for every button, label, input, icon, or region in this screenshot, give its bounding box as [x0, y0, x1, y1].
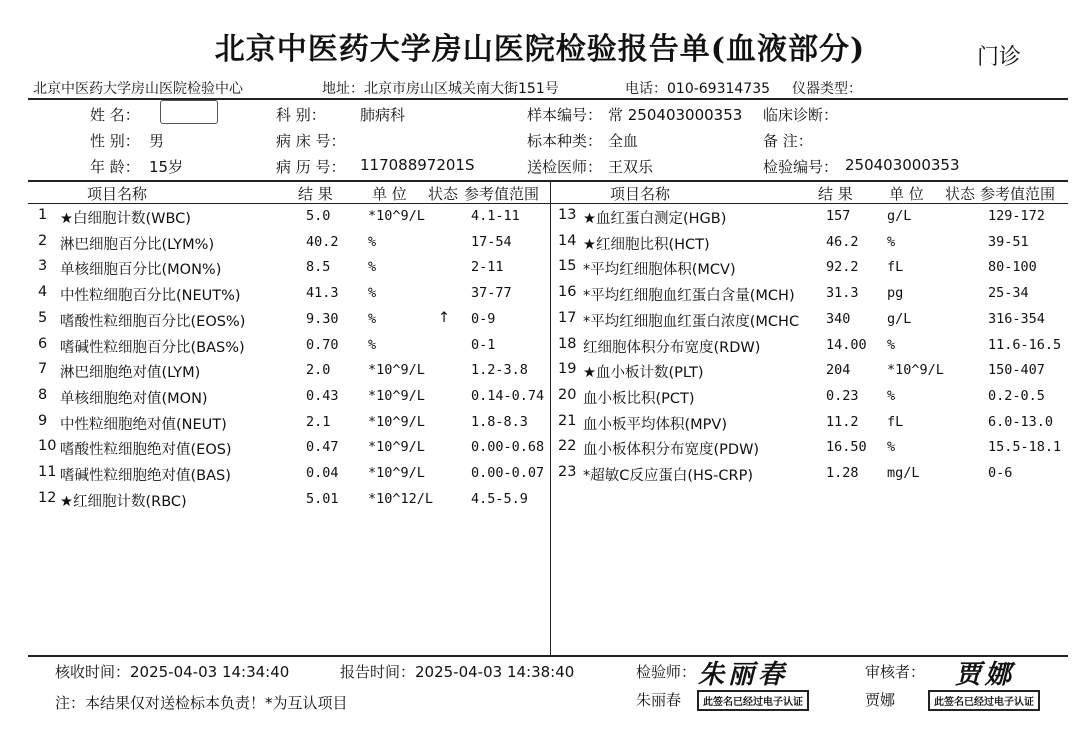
tester-label: 检验师：	[636, 663, 697, 681]
reviewer-name: 贾娜	[865, 691, 896, 709]
result-row-no: 23	[558, 464, 577, 480]
result-row-result: 2.1	[306, 413, 331, 430]
result-row-range: 17-54	[471, 233, 512, 250]
result-row-range: 15.5-18.1	[988, 439, 1062, 456]
result-row-unit: *10^9/L	[368, 413, 425, 430]
result-row-range: 0-1	[471, 336, 496, 353]
result-row-unit: fL	[887, 259, 904, 276]
result-row-result: 0.70	[306, 336, 339, 353]
result-row-no: 3	[38, 258, 48, 275]
result-row-no: 5	[38, 309, 48, 326]
result-row-no: 14	[558, 232, 577, 249]
col-item-right: 项目名称	[610, 185, 671, 203]
dept-label: 科 别：	[276, 106, 326, 124]
result-row-name: ★血小板计数(PLT)	[583, 365, 704, 382]
instrument-type: 仪器类型：	[792, 81, 862, 97]
result-row-no: 19	[558, 361, 577, 378]
doctor-value: 王双乐	[608, 158, 654, 176]
result-row-no: 21	[558, 412, 577, 429]
bed-label: 病 床 号：	[276, 132, 346, 150]
result-row-result: 1.28	[826, 465, 859, 481]
result-row-name: 中性粒细胞百分比(NEUT%)	[60, 288, 241, 305]
result-row-no: 1	[38, 207, 48, 223]
result-row-unit: *10^9/L	[887, 362, 944, 379]
result-row-no: 2	[38, 232, 48, 249]
result-row-unit: g/L	[887, 310, 912, 327]
result-row-unit: %	[368, 259, 377, 276]
remark-label: 备 注：	[763, 132, 813, 150]
result-row-status: ↑	[438, 309, 451, 326]
test-no-value: 250403000353	[845, 156, 960, 174]
result-row-no: 9	[38, 412, 48, 429]
result-row-name: *平均红细胞血红蛋白含量(MCH)	[583, 288, 795, 305]
result-row-result: 204	[826, 362, 851, 379]
result-row-name: 血小板平均体积(MPV)	[583, 416, 727, 433]
result-row-range: 1.8-8.3	[471, 413, 528, 430]
result-row-name: ★红细胞比积(HCT)	[583, 236, 710, 253]
result-row-result: 8.5	[306, 259, 331, 276]
header-divider	[28, 203, 1068, 204]
gender-label: 性 别：	[90, 132, 140, 150]
result-row-result: 340	[826, 310, 851, 327]
result-row-unit: mg/L	[887, 465, 920, 481]
result-row-range: 39-51	[988, 233, 1029, 250]
col-range-left: 参考值范围	[464, 185, 540, 203]
result-row-result: 46.2	[826, 233, 859, 250]
result-row-result: 16.50	[826, 439, 867, 456]
result-row-no: 7	[38, 361, 48, 378]
result-row-unit: %	[887, 336, 896, 353]
result-row-no: 12	[38, 489, 57, 506]
col-status-right: 状态	[945, 185, 976, 203]
col-unit-left: 单 位	[372, 185, 407, 203]
result-row-result: 0.04	[306, 465, 339, 481]
gender-value: 男	[149, 132, 165, 150]
result-row-unit: *10^12/L	[368, 490, 434, 507]
result-row-no: 4	[38, 284, 48, 301]
result-row-result: 14.00	[826, 336, 867, 353]
result-row-unit: pg	[887, 285, 904, 302]
result-row-unit: *10^9/L	[368, 439, 425, 456]
result-row-name: 血小板体积分布宽度(PDW)	[583, 442, 760, 459]
result-row-result: 31.3	[826, 285, 859, 302]
result-row-no: 8	[38, 386, 48, 403]
result-row-range: 11.6-16.5	[988, 336, 1062, 353]
result-row-name: 嗜碱性粒细胞百分比(BAS%)	[60, 339, 245, 356]
col-status-left: 状态	[428, 185, 459, 203]
result-row-range: 25-34	[988, 285, 1029, 302]
result-row-name: 血小板比积(PCT)	[583, 390, 695, 407]
result-row-unit: *10^9/L	[368, 208, 425, 224]
result-row-name: 嗜酸性粒细胞绝对值(EOS)	[60, 442, 232, 459]
result-row-name: *超敏C反应蛋白(HS-CRP)	[583, 468, 753, 484]
result-row-unit: %	[887, 233, 896, 250]
result-row-unit: %	[368, 336, 377, 353]
reviewer-label: 审核者：	[865, 663, 926, 681]
age-value: 15岁	[149, 158, 184, 176]
result-row-range: 80-100	[988, 259, 1037, 276]
result-row-result: 0.23	[826, 387, 859, 404]
dept-value: 肺病科	[360, 106, 406, 124]
result-row-result: 40.2	[306, 233, 339, 250]
result-row-range: 129-172	[988, 208, 1045, 224]
result-row-name: *平均红细胞血红蛋白浓度(MCHC	[583, 313, 800, 330]
center-divider	[550, 181, 551, 656]
diagnosis-label: 临床诊断：	[763, 106, 839, 124]
result-row-range: 4.5-5.9	[471, 490, 528, 507]
doctor-label: 送检医师：	[527, 158, 603, 176]
redacted-name-box	[160, 100, 218, 124]
result-row-unit: *10^9/L	[368, 387, 425, 404]
result-row-unit: g/L	[887, 208, 912, 224]
result-row-name: 红细胞体积分布宽度(RDW)	[583, 339, 761, 356]
result-row-unit: %	[368, 310, 377, 327]
result-row-no: 6	[38, 335, 48, 352]
result-row-range: 0-6	[988, 465, 1013, 481]
result-row-unit: %	[368, 285, 377, 302]
reviewer-e-auth-stamp: 此签名已经过电子认证	[928, 690, 1040, 711]
table-top-border	[28, 180, 1068, 182]
report-title: 北京中医药大学房山医院检验报告单(血液部分)	[214, 32, 866, 67]
result-row-name: *平均红细胞体积(MCV)	[583, 262, 736, 279]
result-row-result: 92.2	[826, 259, 859, 276]
result-row-name: ★血红蛋白测定(HGB)	[583, 211, 727, 227]
lab-address: 地址：北京市房山区城关南大街151号	[322, 81, 559, 97]
reviewer-signature: 贾娜	[955, 660, 1016, 690]
lab-center: 北京中医药大学房山医院检验中心	[33, 81, 243, 97]
result-row-unit: fL	[887, 413, 904, 430]
col-range-right: 参考值范围	[980, 185, 1056, 203]
result-row-no: 17	[558, 309, 577, 326]
result-row-result: 2.0	[306, 362, 331, 379]
result-row-unit: *10^9/L	[368, 465, 425, 481]
result-row-range: 2-11	[471, 259, 504, 276]
result-row-name: 单核细胞百分比(MON%)	[60, 262, 222, 279]
result-row-name: ★白细胞计数(WBC)	[60, 211, 191, 227]
result-row-result: 9.30	[306, 310, 339, 327]
result-row-no: 20	[558, 386, 577, 403]
result-row-result: 41.3	[306, 285, 339, 302]
col-result-left: 结 果	[298, 185, 333, 203]
tester-e-auth-stamp: 此签名已经过电子认证	[697, 690, 809, 711]
result-row-range: 4.1-11	[471, 208, 520, 224]
result-row-range: 316-354	[988, 310, 1045, 327]
table-bottom-border	[28, 655, 1068, 657]
result-row-range: 0.00-0.07	[471, 465, 545, 481]
result-row-no: 15	[558, 258, 577, 275]
result-row-range: 0-9	[471, 310, 496, 327]
result-row-name: 嗜酸性粒细胞百分比(EOS%)	[60, 313, 246, 330]
report-time: 报告时间：2025-04-03 14:38:40	[340, 663, 575, 681]
sample-type-value: 全血	[608, 132, 639, 150]
result-row-name: 淋巴细胞绝对值(LYM)	[60, 365, 201, 382]
tester-signature: 朱丽春	[698, 660, 789, 690]
tester-name: 朱丽春	[636, 691, 682, 709]
age-label: 年 龄：	[90, 158, 140, 176]
result-row-result: 5.01	[306, 490, 339, 507]
footer-note: 注：本结果仅对送检标本负责！*为互认项目	[55, 694, 348, 712]
result-row-result: 0.43	[306, 387, 339, 404]
result-row-range: 1.2-3.8	[471, 362, 528, 379]
result-row-unit: %	[887, 387, 896, 404]
result-row-range: 0.14-0.74	[471, 387, 545, 404]
result-row-range: 0.2-0.5	[988, 387, 1045, 404]
result-row-range: 6.0-13.0	[988, 413, 1054, 430]
result-row-name: ★红细胞计数(RBC)	[60, 493, 187, 510]
sample-no-label: 样本编号：	[527, 106, 603, 124]
col-unit-right: 单 位	[889, 185, 924, 203]
result-row-name: 中性粒细胞绝对值(NEUT)	[60, 416, 227, 433]
result-row-result: 5.0	[306, 208, 331, 224]
receive-time: 核收时间：2025-04-03 14:34:40	[55, 663, 290, 681]
result-row-unit: *10^9/L	[368, 362, 425, 379]
result-row-no: 11	[38, 464, 57, 480]
sample-no-value: 常 250403000353	[608, 106, 743, 124]
result-row-range: 0.00-0.68	[471, 439, 545, 456]
result-row-unit: %	[887, 439, 896, 456]
result-row-unit: %	[368, 233, 377, 250]
result-row-no: 13	[558, 207, 577, 223]
result-row-name: 嗜碱性粒细胞绝对值(BAS)	[60, 468, 231, 484]
result-row-range: 37-77	[471, 285, 512, 302]
result-row-result: 11.2	[826, 413, 859, 430]
visit-type: 门诊	[977, 45, 1022, 70]
result-row-no: 16	[558, 284, 577, 301]
result-row-no: 22	[558, 438, 577, 455]
col-result-right: 结 果	[818, 185, 853, 203]
record-value: 11708897201S	[360, 156, 475, 174]
sample-type-label: 标本种类：	[527, 132, 603, 150]
result-row-name: 淋巴细胞百分比(LYM%)	[60, 236, 215, 253]
test-no-label: 检验编号：	[763, 158, 839, 176]
lab-phone: 电话：010-69314735	[625, 81, 771, 97]
col-item-left: 项目名称	[87, 185, 148, 203]
result-row-result: 0.47	[306, 439, 339, 456]
result-row-name: 单核细胞绝对值(MON)	[60, 390, 208, 407]
result-row-range: 150-407	[988, 362, 1045, 379]
result-row-no: 10	[38, 438, 57, 455]
result-row-result: 157	[826, 208, 851, 224]
record-label: 病 历 号：	[276, 158, 346, 176]
name-label: 姓 名：	[90, 106, 140, 124]
result-row-no: 18	[558, 335, 577, 352]
